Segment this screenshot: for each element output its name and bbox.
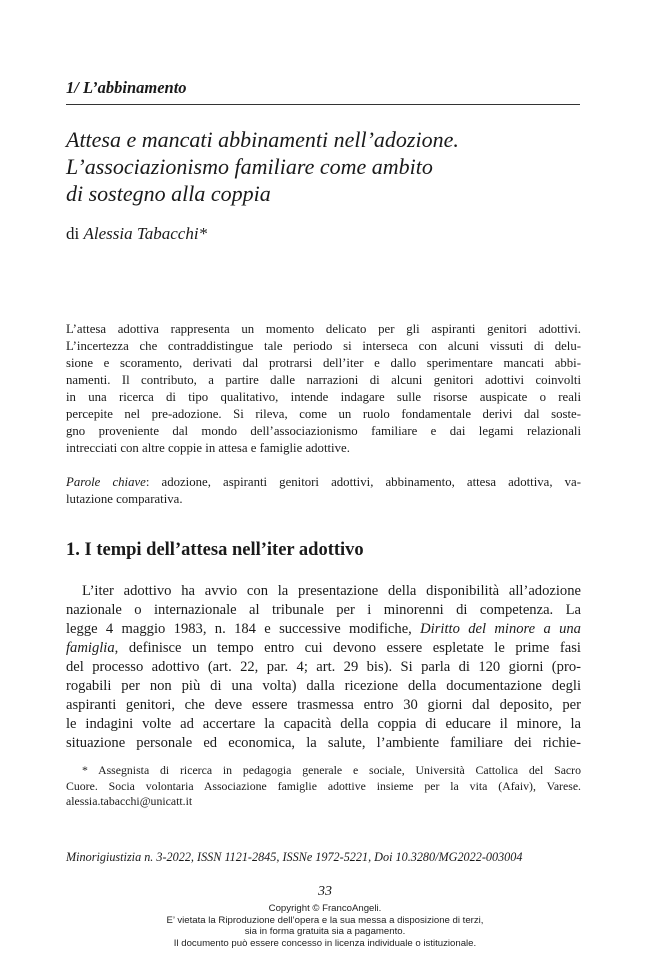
- keywords: [66, 474, 581, 508]
- abstract: [66, 321, 581, 457]
- body-line: le indagini volte ad accertare la capacità della coppia di educare il minore, la: [66, 716, 581, 732]
- body-line: nazionale o internazionale al tribunale per i minorenni di competenza. La: [66, 602, 581, 618]
- footnote: [66, 763, 581, 810]
- body-line: rogabili per non più di una volta) dalla ricezione della documentazione degli: [66, 678, 581, 694]
- byline: [66, 224, 207, 244]
- body-text-run: , definisce un tempo entro cui devono essere espletate le prime fasi: [114, 640, 581, 656]
- keywords-text: : adozione, aspiranti genitori adottivi, abbinamento, attesa adottiva, va-: [145, 475, 581, 489]
- footnote-line: * Assegnista di ricerca in pedagogia generale e sociale, Università Cattolica del Sacro: [82, 763, 581, 777]
- copyright-line: sia in forma gratuita sia a pagamento.: [244, 926, 406, 938]
- title-line: Attesa e mancati abbinamenti nell’adozione.: [66, 127, 459, 152]
- body-line: aspiranti genitori, che deve essere trasmessa entro 30 giorni dal deposito, per: [66, 697, 581, 713]
- page-number: 33: [318, 884, 332, 899]
- header-rule: [66, 104, 580, 105]
- copyright-notice: [0, 903, 650, 949]
- title-line: di sostegno alla coppia: [66, 181, 271, 206]
- law-title: Diritto del minore a una: [420, 621, 581, 637]
- abstract-line: in una ricerca di tipo qualitativo, intende indagare sulle risorse auspicate o reali: [66, 390, 581, 404]
- section-heading: 1. I tempi dell’attesa nell’iter adottivo: [66, 540, 364, 560]
- title-line: L’associazionismo familiare come ambito: [66, 154, 433, 179]
- abstract-line: L’incertezza che contraddistingue tale periodo si interseca con alcuni vissuti di delu-: [66, 339, 581, 353]
- journal-citation: Minorigiustizia n. 3-2022, ISSN 1121-2845, ISSNe 1972-5221, Doi 10.3280/MG2022-003004: [66, 850, 523, 864]
- copyright-line: Copyright © FrancoAngeli.: [268, 903, 382, 914]
- section-label: 1/ L’abbinamento: [66, 78, 187, 97]
- body-line: del processo adottivo (art. 22, par. 4; art. 29 bis). Si parla di 120 giorni (pro-: [66, 659, 581, 675]
- keywords-line: [66, 474, 581, 491]
- body-line: [66, 620, 581, 639]
- body-line: [66, 639, 581, 658]
- abstract-line: namenti. Il contributo, a partire dalle narrazioni di alcuni genitori adottivi coinvolti: [66, 373, 581, 387]
- keywords-line: lutazione comparativa.: [66, 492, 183, 506]
- abstract-line: L’attesa adottiva rappresenta un momento delicato per gli aspiranti genitori adottivi.: [66, 322, 581, 336]
- law-title: famiglia: [66, 640, 115, 656]
- body-text-run: legge 4 maggio 1983, n. 184 e successive modifiche,: [66, 621, 421, 637]
- body-line: L’iter adottivo ha avvio con la presentazione della disponibilità all’adozione: [82, 583, 581, 599]
- author-name: Alessia Tabacchi*: [83, 224, 208, 243]
- byline-prefix: di: [66, 224, 84, 243]
- body-text: [66, 582, 581, 753]
- copyright-line: E’ vietata la Riproduzione dell’opera e la sua messa a disposizione di terzi,: [166, 914, 484, 926]
- abstract-line: percepite nel pre-adozione. Si rileva, come un ruolo fondamentale derivi dal soste-: [66, 407, 581, 421]
- keywords-label: Parole chiave: [66, 475, 146, 489]
- copyright-line: Il documento può essere concesso in licenza individuale o istituzionale.: [173, 937, 477, 949]
- footnote-line: Cuore. Socia volontaria Associazione famiglie adottive insieme per la vita (Afaiv), Varese.: [66, 778, 581, 793]
- article-title: [66, 126, 586, 207]
- abstract-line: intrecciati con altre coppie in attesa e famiglie adottive.: [66, 441, 350, 455]
- abstract-line: gno proveniente dal mondo dell’associazionismo familiare e dai legami relazionali: [66, 424, 581, 438]
- body-line: situazione personale ed economica, la salute, l’ambiente familiare dei richie-: [66, 735, 581, 751]
- footnote-line: alessia.tabacchi@unicatt.it: [66, 794, 193, 808]
- abstract-line: sione e scoramento, derivati dal protrarsi dell’iter e dallo sperimentare mancati abbi-: [66, 356, 581, 370]
